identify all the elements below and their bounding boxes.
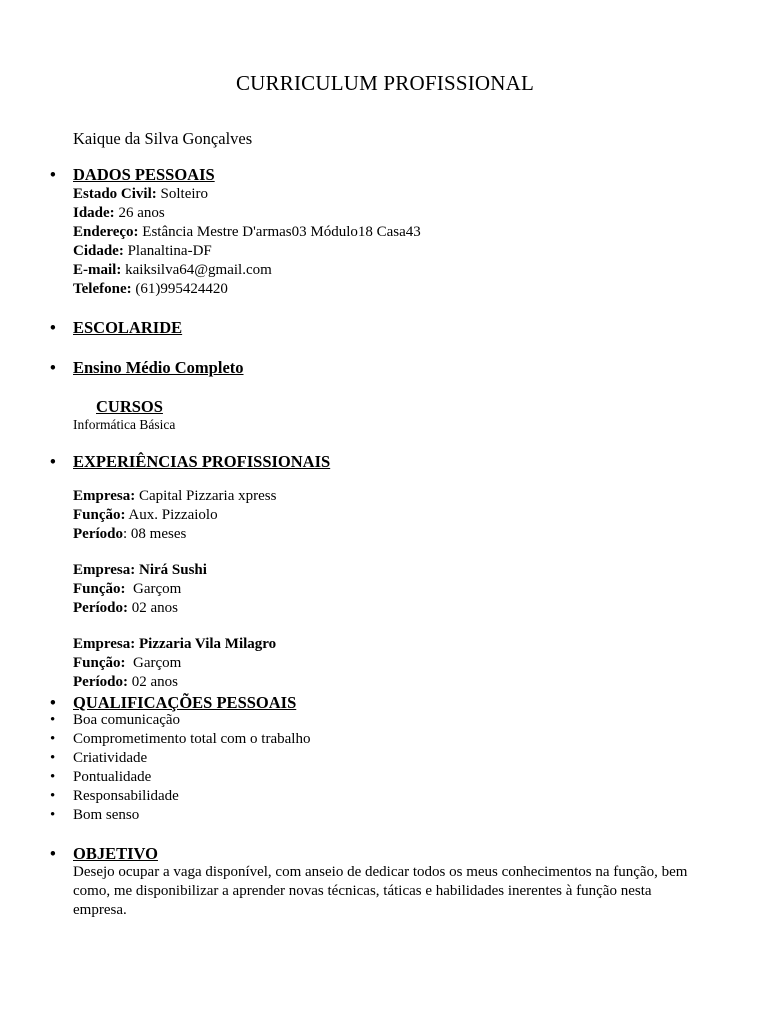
list-item: • Criatividade <box>50 750 148 766</box>
qualifications-list <box>50 711 310 825</box>
objective-text: Desejo ocupar a vaga disponível, com anseio de dedicar todos os meus conhecimentos na função, bem como, me disponibilizar a aprender novas técnicas, táticas e habilidades inerentes à função nesta empresa. <box>73 864 688 918</box>
job-role: Garçom <box>125 581 182 597</box>
personal-data-row: Endereço: Estância Mestre D'armas03 Módulo18 Casa43 <box>73 224 421 240</box>
job-entry: Empresa: Capital Pizzaria xpress Função: Aux. Pizzaiolo Período: 08 meses <box>73 488 277 542</box>
job-entry: Empresa: Nirá Sushi Função: Garçom Período: 02 anos <box>73 562 207 616</box>
list-item: • Comprometimento total com o trabalho <box>50 731 311 747</box>
job-role: Aux. Pizzaiolo <box>125 507 218 523</box>
list-item: • Pontualidade <box>50 769 152 785</box>
section-heading: OBJETIVO <box>73 844 158 863</box>
section-escolaride <box>50 318 182 338</box>
section-objetivo <box>50 844 158 864</box>
section-ensino <box>50 358 244 378</box>
bullet: • <box>50 318 56 337</box>
list-item: • Boa comunicação <box>50 712 181 728</box>
job-period: 02 anos <box>127 674 178 690</box>
section-heading: DADOS PESSOAIS <box>73 165 215 184</box>
bullet: • <box>50 844 56 863</box>
section-heading: Ensino Médio Completo <box>73 358 244 377</box>
job-role: Garçom <box>125 655 182 671</box>
section-dados-pessoais <box>50 165 215 185</box>
bullet: • <box>50 693 56 712</box>
job-company: Capital Pizzaria xpress <box>135 488 277 504</box>
candidate-name: Kaique da Silva Gonçalves <box>73 129 253 148</box>
job-period: 02 anos <box>127 600 178 616</box>
section-heading: QUALIFICAÇÕES PESSOAIS <box>73 693 297 712</box>
section-heading: EXPERIÊNCIAS PROFISSIONAIS <box>73 452 331 471</box>
personal-data-row: E-mail: kaiksilva64@gmail.com <box>73 262 272 278</box>
job-company: Pizzaria Vila Milagro <box>135 636 277 652</box>
job-company: Nirá Sushi <box>135 562 207 578</box>
bullet: • <box>50 165 56 184</box>
section-heading: ESCOLARIDE <box>73 318 183 337</box>
cursos-heading: CURSOS <box>96 397 163 416</box>
list-item: • Bom senso <box>50 807 140 823</box>
list-item: • Responsabilidade <box>50 788 179 804</box>
personal-data-list <box>73 185 421 299</box>
section-experiencias <box>50 452 330 472</box>
personal-data-row: Telefone: (61)995424420 <box>73 281 228 297</box>
bullet: • <box>50 452 56 471</box>
job-period: : 08 meses <box>123 526 187 542</box>
personal-data-row: Estado Civil: Solteiro <box>73 186 209 202</box>
bullet: • <box>50 358 56 377</box>
section-qualificacoes <box>50 693 296 713</box>
job-entry: Empresa: Pizzaria Vila Milagro Função: Garçom Período: 02 anos <box>73 636 277 690</box>
document-title: CURRICULUM PROFISSIONAL <box>235 71 535 95</box>
personal-data-row: Idade: 26 anos <box>73 205 165 221</box>
personal-data-row: Cidade: Planaltina-DF <box>73 243 212 259</box>
curso-item: Informática Básica <box>73 417 176 432</box>
